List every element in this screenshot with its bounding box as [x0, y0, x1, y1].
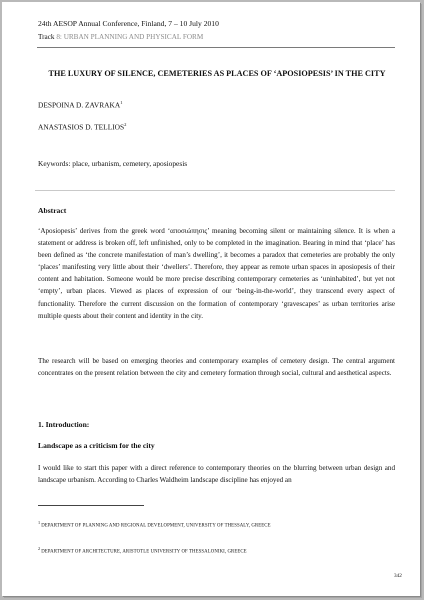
footnote-2: [38, 546, 247, 555]
paper-page: [2, 2, 420, 596]
author-2: [38, 122, 126, 131]
footnote-mark: 1: [38, 520, 41, 525]
keywords: Keywords: place, urbanism, cemetery, aposiopesis: [38, 159, 188, 168]
page-number: 342: [394, 573, 402, 579]
abstract-heading: Abstract: [38, 206, 67, 215]
footnote-1: [38, 520, 271, 529]
track-header: [38, 33, 203, 41]
keywords-rule: [35, 190, 395, 191]
introduction-heading: 1. Introduction:: [38, 420, 90, 429]
abstract-paragraph-1: ‘Aposiopesis’ derives from the greek word ‘αποσιώπησις’ meaning becoming silent or maintaining silence. It is when a statement or address is broken off, left unfinished, only to be completed in the imagination. Bearing in mind that ‘place’ has been defined as ‘the concrete manifestation of man’s dwelling’, it becomes a paradox that cemeteries are probably the only ‘places’ manifesting very little about their ‘dwellers’. Therefore, they appear as remote urban spaces in aposiopesis of their content and habitation. Someone would be more precise describing contemporary cemeteries as ‘uninhabited’, but yet not ‘empty’, urban places. Viewed as places of expression of our ‘being-in-the-world’, they transcend every aspect of functionality. Therefore the current discussion on the formation of contemporary ‘gravescapes’ as urban territories arise multiple quests about their content and identity in the city.: [38, 227, 395, 320]
author-footnote-mark: 1: [120, 100, 123, 105]
footnote-mark: 2: [38, 546, 41, 551]
author-name: DESPOINA D. ZAVRAKA: [38, 100, 121, 110]
author-footnote-mark: 2: [124, 122, 127, 127]
paper-title: THE LUXURY OF SILENCE, CEMETERIES AS PLACES OF ‘APOSIOPESIS’ IN THE CITY: [48, 69, 386, 78]
header-rule: [37, 47, 395, 48]
footnote-rule: [38, 505, 144, 506]
footnote-text: DEPARTMENT OF ARCHITECTURE, ARISTOTLE UNIVERSITY OF THESSALONIKI, GREECE: [41, 549, 247, 555]
track-name: 8: URBAN PLANNING AND PHYSICAL FORM: [56, 33, 204, 41]
conference-header: 24th AESOP Annual Conference, Finland, 7 – 10 July 2010: [38, 19, 219, 28]
introduction-paragraph: I would like to start this paper with a direct reference to contemporary theories on the blurring between urban design and landscape urbanism. According to Charles Waldheim landscape discipline has enjoyed an: [38, 464, 395, 485]
author-name: ANASTASIOS D. TELLIOS: [38, 122, 125, 132]
track-prefix: Track: [38, 33, 57, 41]
introduction-subheading: Landscape as a criticism for the city: [38, 441, 155, 450]
author-1: [38, 100, 123, 109]
abstract-paragraph-2: The research will be based on emerging theories and contemporary examples of cemetery design. The central argument concentrates on the present relation between the city and cemetery formation through social, cultural and aesthetical aspects.: [38, 357, 395, 378]
footnote-text: DEPARTMENT OF PLANNING AND REGIONAL DEVELOPMENT, UNIVERSITY OF THESSALY, GREECE: [41, 523, 271, 529]
